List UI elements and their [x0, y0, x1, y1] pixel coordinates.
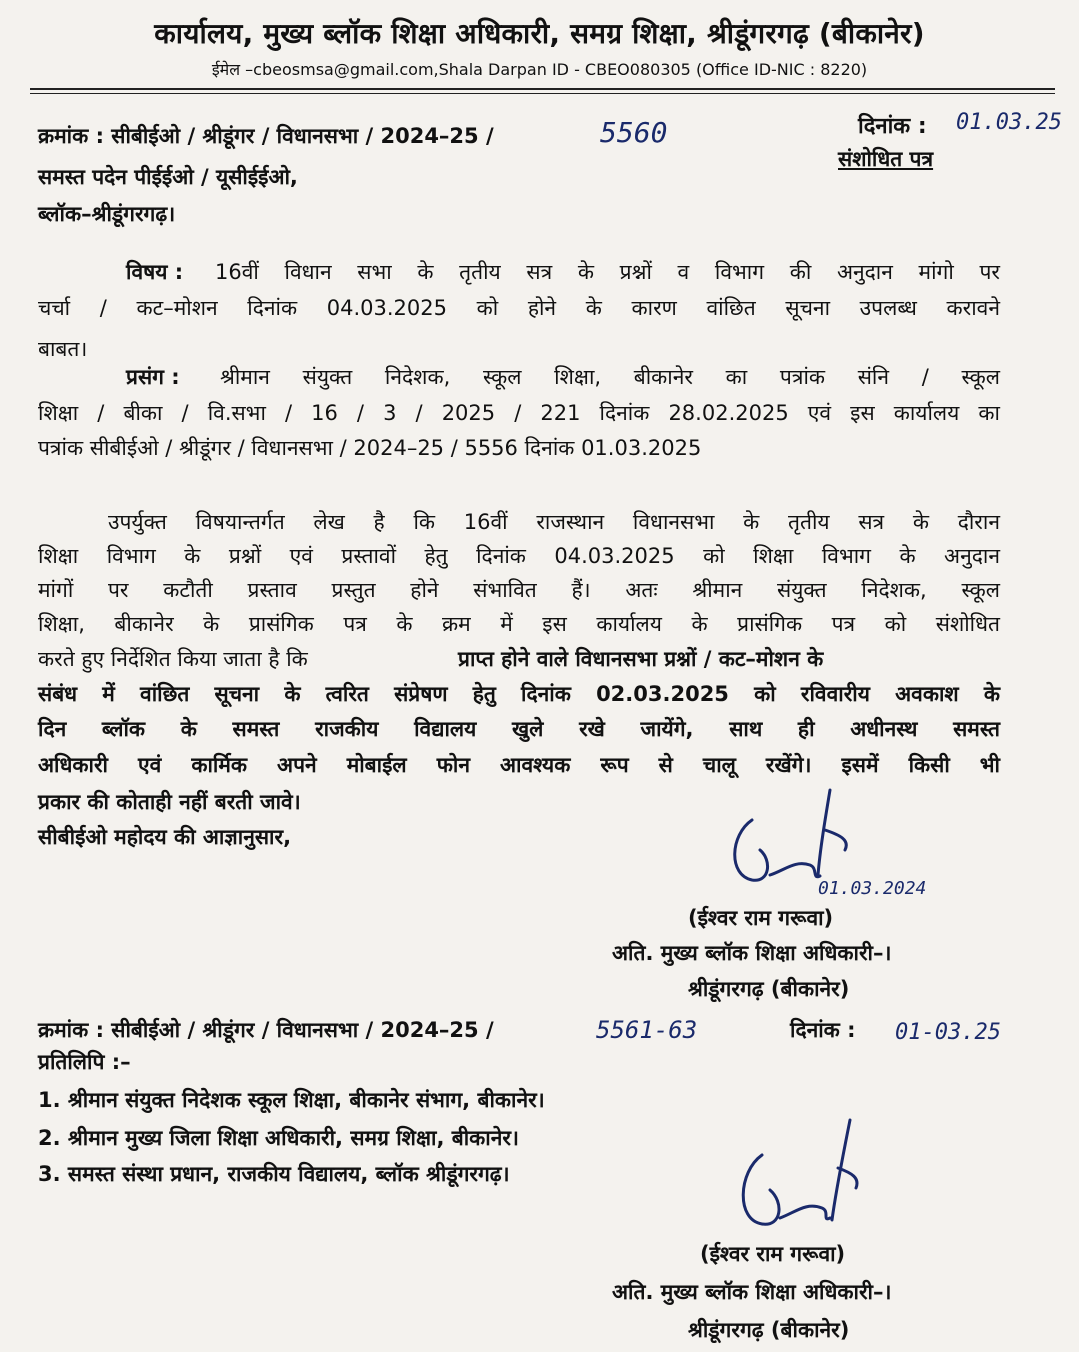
body-line-1: उपर्युक्त विषयान्तर्गत लेख है कि 16वीं राजस्थान विधानसभा के तृतीय सत्र के दौरान	[108, 510, 1000, 534]
signature-2-name: (ईश्वर राम गरूवा)	[700, 1242, 846, 1266]
ref2-date-handwritten: 01-03.25	[895, 1020, 1001, 1045]
copy-heading: प्रतिलिपि :–	[38, 1050, 131, 1074]
signature-2-place: श्रीडूंगरगढ़ (बीकानेर)	[688, 1318, 850, 1342]
signature-1-designation: अति. मुख्य ब्लॉक शिक्षा अधिकारी–।	[612, 941, 892, 965]
body-line-5-normal: करते हुए निर्देशित किया जाता है कि	[38, 647, 308, 671]
signature-1-date: 01.03.2024	[818, 878, 927, 899]
ref2-number-handwritten: 5561-63	[596, 1016, 698, 1044]
copy-item-2: 2. श्रीमान मुख्य जिला शिक्षा अधिकारी, समग्र शिक्षा, बीकानेर।	[38, 1126, 519, 1150]
office-title: कार्यालय, मुख्य ब्लॉक शिक्षा अधिकारी, समग्र शिक्षा, श्रीडूंगरगढ़ (बीकानेर)	[154, 17, 925, 50]
date-handwritten: 01.03.25	[956, 110, 1062, 135]
ref-number-label: क्रमांक : सीबीईओ / श्रीडूंगर / विधानसभा / 2024–25 /	[38, 124, 494, 148]
subject-line-1: 16वीं विधान सभा के तृतीय सत्र के प्रश्नों व विभाग की अनुदान मांगो पर	[215, 260, 1000, 284]
signature-1-name: (ईश्वर राम गरूवा)	[688, 906, 834, 930]
reference-line-3: पत्रांक सीबीईओ / श्रीडूंगर / विधानसभा / 2024–25 / 5556 दिनांक 01.03.2025	[38, 436, 702, 460]
ref-number-handwritten: 5560	[600, 116, 668, 149]
body-line-5-bold: प्राप्त होने वाले विधानसभा प्रश्नों / कट–मोशन के	[458, 647, 824, 671]
body-line-9: प्रकार की कोताही नहीं बरती जावे।	[38, 790, 301, 814]
header-rule-bottom	[30, 93, 1055, 94]
reference-label: प्रसंग :	[126, 365, 180, 389]
addressee-line-1: समस्त पदेन पीईईओ / यूसीईईओ,	[38, 165, 298, 189]
addressee-line-2: ब्लॉक–श्रीडूंगरगढ़।	[38, 202, 176, 226]
body-line-6: संबंध में वांछित सूचना के त्वरित संप्रेषण हेतु दिनांक 02.03.2025 को रविवारीय अवकाश के	[38, 682, 1000, 706]
subject-label: विषय :	[126, 260, 184, 284]
signature-1-place: श्रीडूंगरगढ़ (बीकानेर)	[688, 977, 850, 1001]
copy-item-3: 3. समस्त संस्था प्रधान, राजकीय विद्यालय, ब्लॉक श्रीडूंगरगढ़।	[38, 1162, 510, 1186]
copy-item-1: 1. श्रीमान संयुक्त निदेशक स्कूल शिक्षा, बीकानेर संभाग, बीकानेर।	[38, 1088, 545, 1112]
body-line-7: दिन ब्लॉक के समस्त राजकीय विद्यालय खुले रखे जायेंगे, साथ ही अधीनस्थ समस्त	[38, 717, 1000, 741]
date-label: दिनांक :	[858, 114, 927, 139]
subject-line-3: बाबत।	[38, 337, 88, 361]
signature-2-mark	[710, 1110, 880, 1240]
ref2-number-label: क्रमांक : सीबीईओ / श्रीडूंगर / विधानसभा / 2024–25 /	[38, 1018, 494, 1042]
signature-2-designation: अति. मुख्य ब्लॉक शिक्षा अधिकारी–।	[612, 1280, 892, 1304]
subject-line-2: चर्चा / कट–मोशन दिनांक 04.03.2025 को होने के कारण वांछित सूचना उपलब्ध करावने	[38, 296, 1000, 320]
body-line-4: शिक्षा, बीकानेर के प्रासंगिक पत्र के क्रम में इस कार्यालय के प्रासंगिक पत्र को संशोधित	[38, 612, 1000, 636]
reference-line-1: श्रीमान संयुक्त निदेशक, स्कूल शिक्षा, बीकानेर का पत्रांक संनि / स्कूल	[220, 365, 1000, 389]
body-line-2: शिक्षा विभाग के प्रश्नों एवं प्रस्तावों हेतु दिनांक 04.03.2025 को शिक्षा विभाग के अनुदान	[38, 544, 1000, 568]
reference-line-2: शिक्षा / बीका / वि.सभा / 16 / 3 / 2025 / 221 दिनांक 28.02.2025 एवं इस कार्यालय का	[38, 401, 1000, 425]
order-line: सीबीईओ महोदय की आज्ञानुसार,	[38, 825, 292, 849]
revised-letter-label: संशोधित पत्र	[838, 147, 934, 171]
header-rule-top	[30, 88, 1055, 90]
body-line-8: अधिकारी एवं कार्मिक अपने मोबाईल फोन आवश्यक रूप से चालू रखेंगे। इसमें किसी भी	[38, 753, 1000, 777]
ref2-date-label: दिनांक :	[790, 1018, 856, 1042]
body-line-3: मांगों पर कटौती प्रस्ताव प्रस्तुत होने संभावित हैं। अतः श्रीमान संयुक्त निदेशक, स्कूल	[38, 578, 1000, 602]
office-contact: ईमेल –cbeosmsa@gmail.com,Shala Darpan ID - CBEO080305 (Office ID-NIC : 8220)	[211, 60, 868, 79]
